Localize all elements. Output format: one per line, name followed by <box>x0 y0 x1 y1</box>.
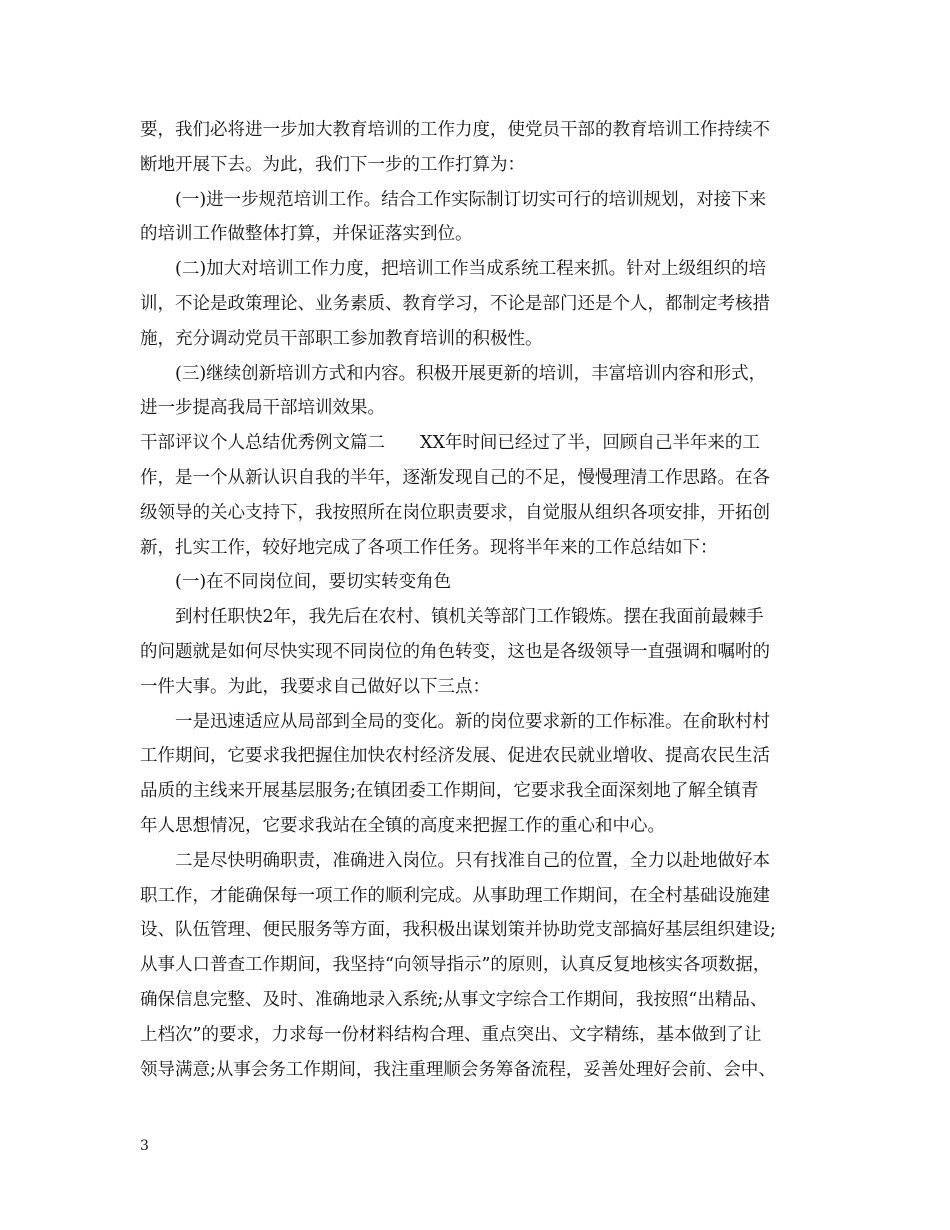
text-line: (三)继续创新培训方式和内容。积极开展更新的培训，丰富培训内容和形式， <box>175 363 767 384</box>
text-line: 设、队伍管理、便民服务等方面，我积极出谋划策并协助党支部搞好基层组织建设; <box>140 920 776 941</box>
text-line: 的培训工作做整体打算，并保证落实到位。 <box>140 224 473 245</box>
text-line: 品质的主线来开展基层服务;在镇团委工作期间，它要求我全面深刻地了解全镇青 <box>140 781 759 802</box>
text-line: 工作期间，它要求我把握住加快农村经济发展、促进农民就业增收、提高农民生活 <box>140 746 770 767</box>
text-line: 确保信息完整、及时、准确地录入系统;从事文字综合工作期间，我按照“出精品、 <box>140 989 768 1010</box>
text-line: 职工作，才能确保每一项工作的顺利完成。从事助理工作期间，在全村基础设施建 <box>140 885 770 906</box>
page-number: 3 <box>140 1138 149 1154</box>
text-line: 要，我们必将进一步加大教育培训的工作力度，使党员干部的教育培训工作持续不 <box>140 120 770 140</box>
text-line: (一)在不同岗位间，要切实转变角色 <box>175 572 452 593</box>
text-line: 级领导的关心支持下，我按照所在岗位职责要求，自觉服从组织各项安排，开拓创 <box>140 502 770 523</box>
text-line: 二是尽快明确职责，准确进入岗位。只有找准自己的位置，全力以赴地做好本 <box>175 850 770 871</box>
text-line: 上档次”的要求，力求每一份材料结构合理、重点突出、文字精练，基本做到了让 <box>140 1024 762 1045</box>
text-line: 到村任职快2年，我先后在农村、镇机关等部门工作锻炼。摆在我面前最棘手 <box>175 607 764 628</box>
text-line: 从事人口普查工作期间，我坚持“向领导指示”的原则，认真反复地核实各项数据， <box>140 955 771 976</box>
text-line: 断地开展下去。为此，我们下一步的工作打算为： <box>140 154 525 175</box>
text-line: (二)加大对培训工作力度，把培训工作当成系统工程来抓。针对上级组织的培 <box>175 259 767 280</box>
text-line: 的问题就是如何尽快实现不同岗位的角色转变，这也是各级领导一直强调和嘱咐的 <box>140 641 770 662</box>
text-line: 干部评议个人总结优秀例文篇二 XX年时间已经过了半，回顾自己半年来的工 <box>140 433 760 454</box>
document-body <box>140 113 812 1087</box>
text-line: 一是迅速适应从局部到全局的变化。新的岗位要求新的工作标准。在俞耿村村 <box>175 711 770 732</box>
text-line: 施，充分调动党员干部职工参加教育培训的积极性。 <box>140 328 543 349</box>
text-line: 作，是一个从新认识自我的半年，逐渐发现自己的不足，慢慢理清工作思路。在各 <box>140 467 770 488</box>
text-line: 年人思想情况，它要求我站在全镇的高度来把握工作的重心和中心。 <box>140 815 665 836</box>
text-line: 进一步提高我局干部培训效果。 <box>140 398 385 419</box>
text-line: 领导满意;从事会务工作期间，我注重理顺会务筹备流程，妥善处理好会前、会中、 <box>140 1059 776 1080</box>
text-line: 训，不论是政策理论、业务素质、教育学习，不论是部门还是个人，都制定考核措 <box>140 293 770 314</box>
text-line: (一)进一步规范培训工作。结合工作实际制订切实可行的培训规划，对接下来 <box>175 189 767 210</box>
text-line: 一件大事。为此，我要求自己做好以下三点： <box>140 676 490 697</box>
text-line: 新，扎实工作，较好地完成了各项工作任务。现将半年来的工作总结如下： <box>140 537 718 558</box>
